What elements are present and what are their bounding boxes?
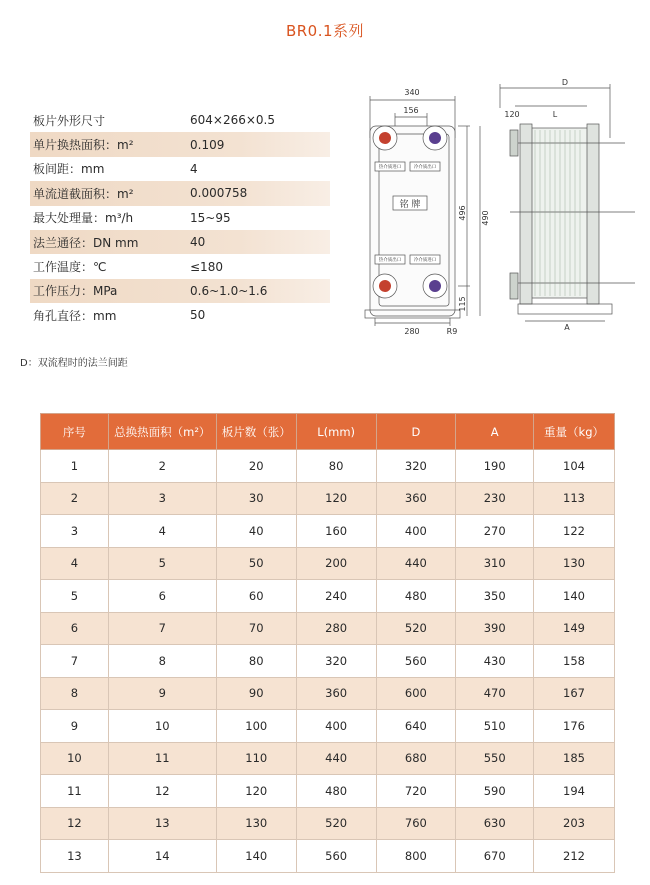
table-cell: 14 bbox=[108, 840, 216, 873]
table-cell: 185 bbox=[534, 742, 615, 775]
cold-inlet-port bbox=[429, 280, 441, 292]
col-header: 总换热面积（m²） bbox=[108, 414, 216, 450]
page-title: BR0.1系列 bbox=[285, 22, 365, 40]
spec-table bbox=[40, 413, 615, 873]
spec-row bbox=[30, 108, 330, 132]
table-cell: 4 bbox=[41, 547, 109, 580]
spec-label: 角孔直径：mm bbox=[33, 308, 117, 323]
spec-row bbox=[30, 230, 330, 254]
table-cell: 600 bbox=[376, 677, 456, 710]
table-row bbox=[41, 645, 615, 678]
table-cell: 3 bbox=[108, 482, 216, 515]
table-cell: 10 bbox=[41, 742, 109, 775]
table-cell: 6 bbox=[108, 580, 216, 613]
table-cell: 360 bbox=[296, 677, 376, 710]
dim-A: A bbox=[564, 323, 570, 332]
table-cell: 160 bbox=[296, 515, 376, 548]
table-cell: 104 bbox=[534, 450, 615, 483]
table-cell: 320 bbox=[296, 645, 376, 678]
spec-row bbox=[30, 206, 330, 230]
table-cell: 2 bbox=[108, 450, 216, 483]
heat-exchanger-drawing bbox=[355, 78, 635, 343]
port-label: 热介质出口 bbox=[378, 258, 402, 263]
spec-label: 工作温度：℃ bbox=[33, 260, 107, 275]
table-cell: 110 bbox=[216, 742, 296, 775]
dim-L: L bbox=[552, 110, 558, 119]
table-cell: 149 bbox=[534, 612, 615, 645]
table-cell: 8 bbox=[108, 645, 216, 678]
spec-label: 板片外形尺寸 bbox=[33, 113, 106, 128]
table-cell: 11 bbox=[41, 775, 109, 808]
spec-list bbox=[30, 108, 330, 328]
table-cell: 800 bbox=[376, 840, 456, 873]
dim-D: D bbox=[561, 78, 569, 87]
port-label: 冷介质出口 bbox=[413, 165, 437, 170]
table-cell: 590 bbox=[456, 775, 534, 808]
table-cell: 3 bbox=[41, 515, 109, 548]
table-cell: 520 bbox=[376, 612, 456, 645]
table-cell: 430 bbox=[456, 645, 534, 678]
spec-value: 4 bbox=[190, 161, 198, 176]
table-cell: 140 bbox=[216, 840, 296, 873]
spec-value: 604×266×0.5 bbox=[190, 113, 276, 128]
spec-row bbox=[30, 254, 330, 278]
table-cell: 80 bbox=[216, 645, 296, 678]
table-cell: 13 bbox=[41, 840, 109, 873]
table-cell: 12 bbox=[108, 775, 216, 808]
col-header: L(mm) bbox=[296, 414, 376, 450]
table-cell: 680 bbox=[376, 742, 456, 775]
spec-value: 0.000758 bbox=[190, 186, 248, 201]
table-cell: 480 bbox=[296, 775, 376, 808]
table-cell: 720 bbox=[376, 775, 456, 808]
table-cell: 140 bbox=[534, 580, 615, 613]
table-cell: 640 bbox=[376, 710, 456, 743]
col-header: A bbox=[456, 414, 534, 450]
table-cell: 2 bbox=[41, 482, 109, 515]
table-cell: 7 bbox=[108, 612, 216, 645]
spec-label: 法兰通径：DN mm bbox=[33, 235, 139, 250]
table-cell: 520 bbox=[296, 807, 376, 840]
table-cell: 440 bbox=[296, 742, 376, 775]
table-cell: 230 bbox=[456, 482, 534, 515]
table-cell: 190 bbox=[456, 450, 534, 483]
spec-row bbox=[30, 132, 330, 156]
dim-280: 280 bbox=[404, 327, 420, 336]
table-row bbox=[41, 547, 615, 580]
dim-490: 490 bbox=[481, 210, 490, 226]
col-header: 序号 bbox=[41, 414, 109, 450]
table-cell: 560 bbox=[376, 645, 456, 678]
table-cell: 470 bbox=[456, 677, 534, 710]
table-cell: 200 bbox=[296, 547, 376, 580]
spec-row bbox=[30, 181, 330, 205]
table-cell: 30 bbox=[216, 482, 296, 515]
table-cell: 120 bbox=[216, 775, 296, 808]
dim-r9: R9 bbox=[446, 327, 458, 336]
table-cell: 7 bbox=[41, 645, 109, 678]
spec-label: 单片换热面积：m² bbox=[33, 138, 134, 153]
table-cell: 550 bbox=[456, 742, 534, 775]
table-row bbox=[41, 710, 615, 743]
table-cell: 280 bbox=[296, 612, 376, 645]
table-cell: 40 bbox=[216, 515, 296, 548]
table-cell: 400 bbox=[376, 515, 456, 548]
table-cell: 390 bbox=[456, 612, 534, 645]
cold-outlet-port bbox=[429, 132, 441, 144]
table-cell: 440 bbox=[376, 547, 456, 580]
table-cell: 12 bbox=[41, 807, 109, 840]
table-cell: 90 bbox=[216, 677, 296, 710]
table-cell: 320 bbox=[376, 450, 456, 483]
table-cell: 203 bbox=[534, 807, 615, 840]
spec-label: 工作压力：MPa bbox=[33, 284, 118, 299]
dim-496: 496 bbox=[458, 205, 467, 221]
table-cell: 100 bbox=[216, 710, 296, 743]
table-row bbox=[41, 677, 615, 710]
table-cell: 50 bbox=[216, 547, 296, 580]
table-cell: 212 bbox=[534, 840, 615, 873]
table-cell: 6 bbox=[41, 612, 109, 645]
table-cell: 270 bbox=[456, 515, 534, 548]
table-cell: 480 bbox=[376, 580, 456, 613]
table-cell: 5 bbox=[41, 580, 109, 613]
spec-label: 单流道截面积：m² bbox=[33, 186, 134, 201]
table-cell: 80 bbox=[296, 450, 376, 483]
table-row bbox=[41, 840, 615, 873]
spec-row bbox=[30, 157, 330, 181]
port-label: 热介质进口 bbox=[378, 165, 402, 170]
dim-120: 120 bbox=[504, 110, 520, 119]
table-cell: 560 bbox=[296, 840, 376, 873]
port-label: 冷介质进口 bbox=[413, 258, 437, 263]
table-cell: 130 bbox=[534, 547, 615, 580]
spec-value: ≤180 bbox=[190, 259, 223, 274]
spec-label: 板间距：mm bbox=[33, 162, 105, 177]
table-row bbox=[41, 450, 615, 483]
table-cell: 8 bbox=[41, 677, 109, 710]
hot-inlet-port bbox=[379, 132, 391, 144]
col-header: 重量（kg） bbox=[534, 414, 615, 450]
nameplate: 铭 牌 bbox=[399, 200, 421, 210]
table-cell: 1 bbox=[41, 450, 109, 483]
table-cell: 158 bbox=[534, 645, 615, 678]
table-cell: 310 bbox=[456, 547, 534, 580]
spec-value: 40 bbox=[190, 235, 206, 250]
table-cell: 10 bbox=[108, 710, 216, 743]
spec-value: 0.109 bbox=[190, 137, 225, 152]
table-header-row bbox=[41, 414, 615, 450]
table-cell: 630 bbox=[456, 807, 534, 840]
table-cell: 5 bbox=[108, 547, 216, 580]
table-cell: 20 bbox=[216, 450, 296, 483]
table-cell: 4 bbox=[108, 515, 216, 548]
table-cell: 113 bbox=[534, 482, 615, 515]
table-cell: 760 bbox=[376, 807, 456, 840]
table-cell: 400 bbox=[296, 710, 376, 743]
table-cell: 70 bbox=[216, 612, 296, 645]
spec-value: 15~95 bbox=[190, 210, 231, 225]
table-cell: 13 bbox=[108, 807, 216, 840]
dim-156: 156 bbox=[403, 106, 419, 115]
spec-row bbox=[30, 303, 330, 327]
table-row bbox=[41, 482, 615, 515]
table-cell: 122 bbox=[534, 515, 615, 548]
hot-outlet-port bbox=[379, 280, 391, 292]
dim-340: 340 bbox=[404, 88, 420, 97]
table-cell: 60 bbox=[216, 580, 296, 613]
table-row bbox=[41, 515, 615, 548]
col-header: 板片数（张） bbox=[216, 414, 296, 450]
table-cell: 194 bbox=[534, 775, 615, 808]
spec-value: 0.6~1.0~1.6 bbox=[190, 283, 268, 298]
dim-115: 115 bbox=[458, 296, 467, 312]
table-row bbox=[41, 742, 615, 775]
table-cell: 120 bbox=[296, 482, 376, 515]
table-row bbox=[41, 580, 615, 613]
col-header: D bbox=[376, 414, 456, 450]
spec-row bbox=[30, 279, 330, 303]
table-cell: 167 bbox=[534, 677, 615, 710]
table-cell: 510 bbox=[456, 710, 534, 743]
table-cell: 11 bbox=[108, 742, 216, 775]
table-cell: 9 bbox=[41, 710, 109, 743]
table-cell: 176 bbox=[534, 710, 615, 743]
table-row bbox=[41, 612, 615, 645]
table-row bbox=[41, 807, 615, 840]
table-row bbox=[41, 775, 615, 808]
table-cell: 350 bbox=[456, 580, 534, 613]
table-cell: 240 bbox=[296, 580, 376, 613]
table-cell: 360 bbox=[376, 482, 456, 515]
spec-label: 最大处理量：m³/h bbox=[33, 211, 134, 226]
spec-value: 50 bbox=[190, 308, 206, 323]
flange-note: D：双流程时的法兰间距 bbox=[20, 358, 128, 369]
table-cell: 670 bbox=[456, 840, 534, 873]
table-cell: 130 bbox=[216, 807, 296, 840]
table-cell: 9 bbox=[108, 677, 216, 710]
